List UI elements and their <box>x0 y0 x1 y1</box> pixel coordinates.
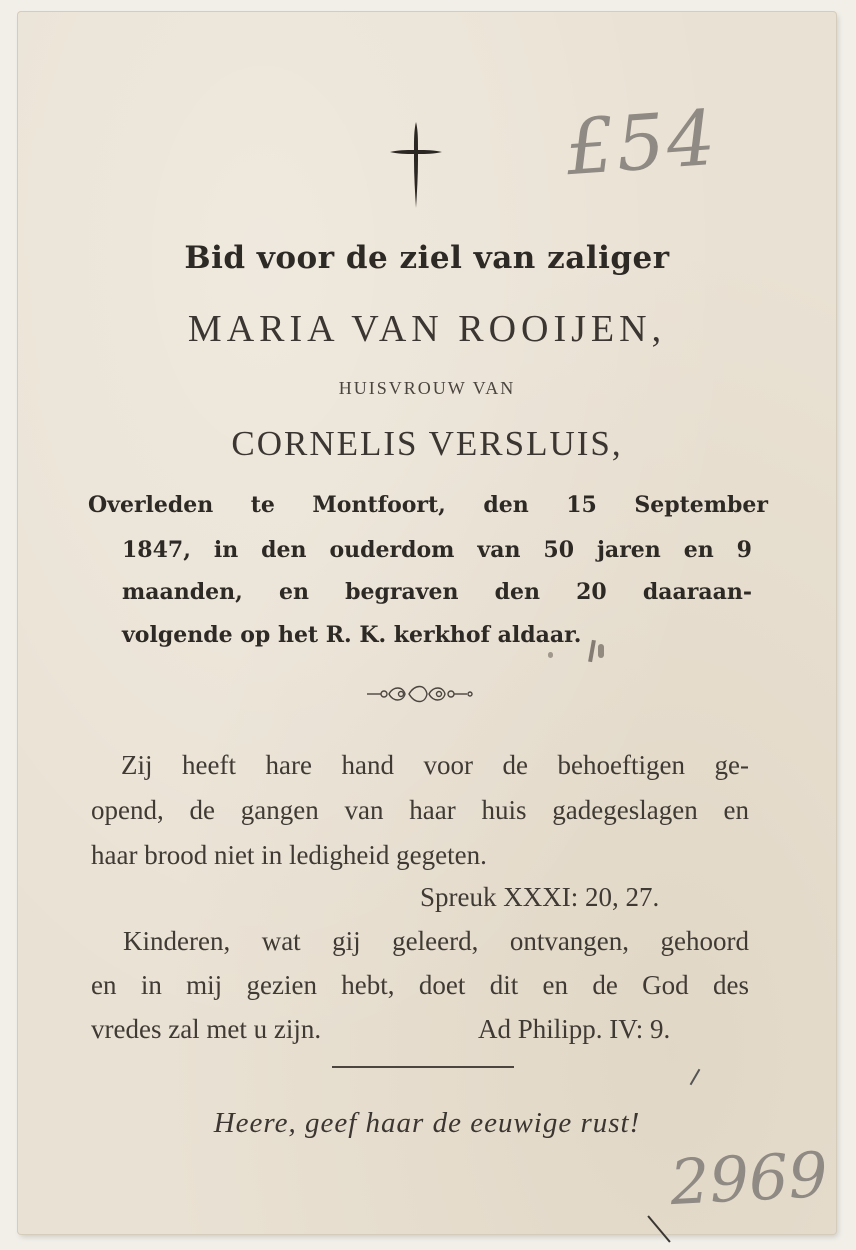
verse-line: Zij heeft hare hand voor de behoeftigen ge- <box>121 750 749 780</box>
verse-line: Kinderen, wat gij geleerd, ontvangen, gehoord <box>123 926 749 956</box>
verse-line: haar brood niet in ledigheid gegeten. <box>91 840 487 870</box>
verse-reference: Spreuk XXXI: 20, 27. <box>420 882 660 912</box>
ink-stain <box>548 652 553 658</box>
closing-prayer: Heere, geef haar de eeuwige rust! <box>213 1107 641 1139</box>
cross-icon <box>388 120 444 210</box>
death-notice-line: maanden, en begraven den 20 daaraan- <box>122 579 752 605</box>
memorial-card <box>18 12 836 1234</box>
verse-line: vredes zal met u zijn. <box>91 1014 322 1044</box>
verse-line: opend, de gangen van haar huis gadegeslagen en <box>91 795 749 825</box>
death-notice-line: 1847, in den ouderdom van 50 jaren en 9 <box>122 537 752 563</box>
ink-stain <box>598 644 604 658</box>
death-notice-line: Overleden te Montfoort, den 15 September <box>88 492 768 518</box>
ornament-divider-icon <box>363 680 483 708</box>
pencil-mark <box>690 1069 701 1086</box>
death-notice-line: volgende op het R. K. kerkhof aldaar. <box>122 622 582 648</box>
verse-line: en in mij gezien hebt, doet dit en de God des <box>91 970 749 1000</box>
divider-rule <box>332 1066 514 1068</box>
pencil-mark <box>647 1215 670 1242</box>
verse-reference: Ad Philipp. IV: 9. <box>478 1014 671 1044</box>
relation-label: HUISVROUW VAN <box>338 378 516 398</box>
husband-name: CORNELIS VERSLUIS, <box>231 424 623 463</box>
ink-stain <box>588 640 596 662</box>
prayer-heading: Bid voor de ziel van zaliger <box>184 240 670 276</box>
deceased-name: MARIA VAN ROOIJEN, <box>187 308 667 350</box>
pencil-annotation-top: £54 <box>563 92 720 193</box>
pencil-annotation-bottom: 2969 <box>668 1137 830 1220</box>
